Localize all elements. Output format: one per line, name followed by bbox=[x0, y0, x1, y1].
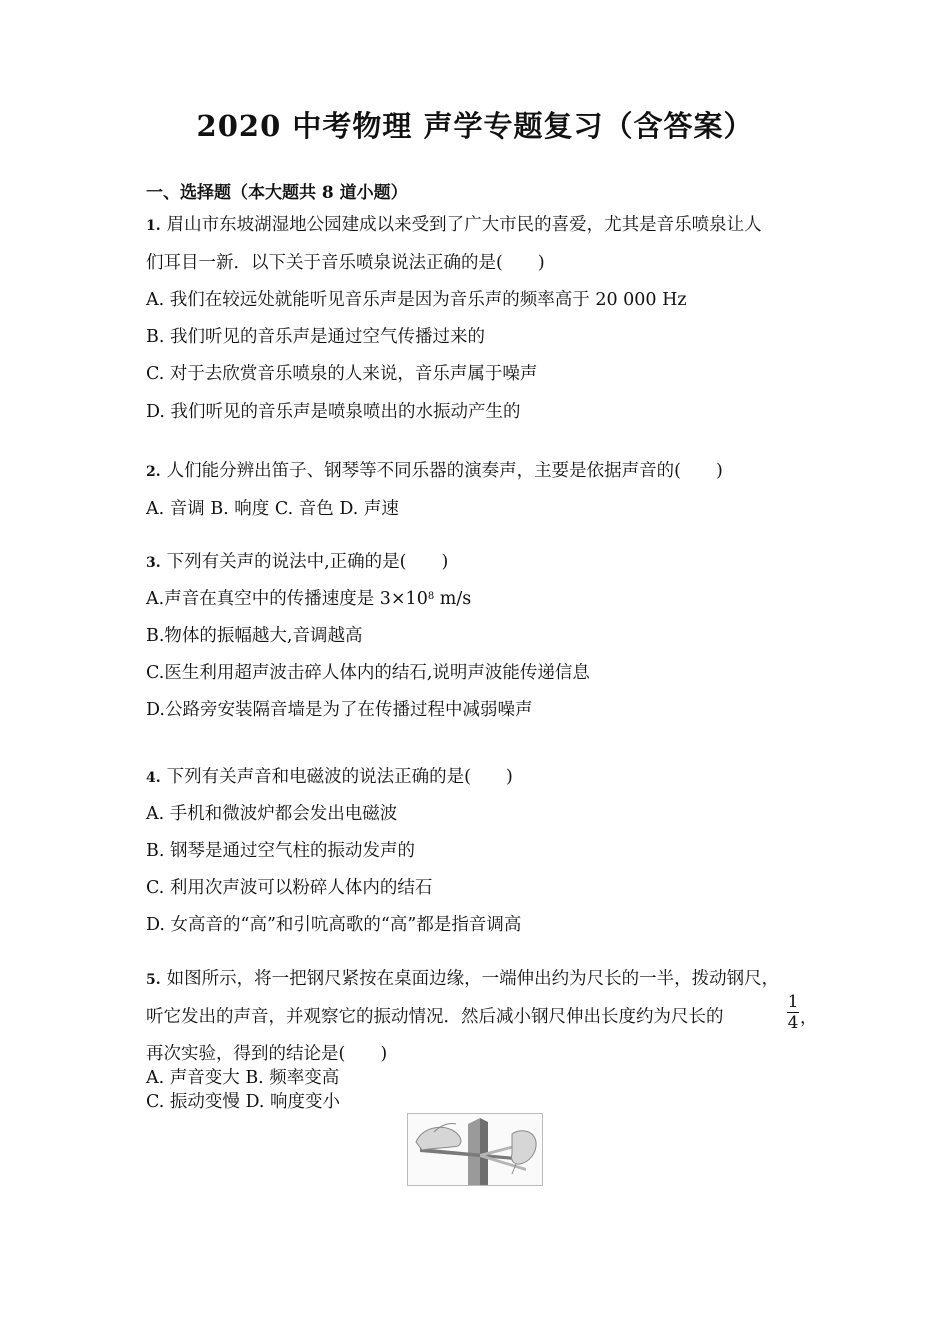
question-3-option-a: A.声音在真空中的传播速度是 $3\times 10^8$ m/s bbox=[146, 589, 472, 609]
question-1-option-d: D. 我们听见的音乐声是喷泉喷出的水振动产生的 bbox=[146, 402, 521, 422]
fraction-one-quarter bbox=[786, 992, 800, 1033]
question-4-option-b: B. 钢琴是通过空气柱的振动发声的 bbox=[146, 841, 415, 861]
question-3-option-b: B.物体的振幅越大,音调越高 bbox=[146, 626, 363, 646]
question-4-stem: 4. 下列有关声音和电磁波的说法正确的是( ) bbox=[146, 767, 513, 787]
question-4-number: 4. bbox=[146, 770, 161, 786]
question-3-option-c: C.医生利用超声波击碎人体内的结石,说明声波能传递信息 bbox=[146, 663, 590, 683]
fraction-trailing-comma: ， bbox=[800, 1008, 817, 1028]
question-3-number: 3. bbox=[146, 555, 161, 571]
ruler-illustration bbox=[408, 1114, 542, 1185]
page-title: 2020 中考物理 声学专题复习（含答案） bbox=[196, 109, 754, 143]
fraction-denominator: 4 bbox=[787, 1013, 799, 1033]
question-1-stem-line2: 们耳目一新．以下关于音乐喷泉说法正确的是( ) bbox=[146, 253, 545, 273]
question-1-stem-line1: 1. 眉山市东坡湖湿地公园建成以来受到了广大市民的喜爱，尤其是音乐喷泉让人 bbox=[146, 215, 762, 235]
question-3-stem: 3. 下列有关声的说法中,正确的是( ) bbox=[146, 552, 449, 572]
question-1-option-c: C. 对于去欣赏音乐喷泉的人来说，音乐声属于噪声 bbox=[146, 364, 538, 384]
question-2-stem: 2. 人们能分辨出笛子、钢琴等不同乐器的演奏声，主要是依据声音的( ) bbox=[146, 461, 723, 481]
question-3-option-d: D.公路旁安装隔音墙是为了在传播过程中减弱噪声 bbox=[146, 700, 533, 720]
question-5-stem-line2: 听它发出的声音，并观察它的振动情况．然后减小钢尺伸出长度约为尺长的 bbox=[146, 1007, 724, 1027]
question-4-option-d: D. 女高音的“高”和引吭高歌的“高”都是指音调高 bbox=[146, 915, 522, 935]
fraction-numerator: 1 bbox=[787, 992, 799, 1012]
question-5-options-row1: A. 声音变大 B. 频率变高 bbox=[146, 1068, 340, 1088]
question-5-stem-line1: 5. 如图所示，将一把钢尺紧按在桌面边缘，一端伸出约为尺长的一半，拨动钢尺， bbox=[146, 969, 780, 989]
question-1-option-a: A. 我们在较远处就能听见音乐声是因为音乐声的频率高于 20 000 Hz bbox=[146, 290, 687, 310]
question-4-option-c: C. 利用次声波可以粉碎人体内的结石 bbox=[146, 878, 433, 898]
question-4-option-a: A. 手机和微波炉都会发出电磁波 bbox=[146, 804, 398, 824]
steel-ruler-figure bbox=[407, 1113, 543, 1186]
question-5-number: 5. bbox=[146, 972, 161, 988]
section-heading: 一、选择题（本大题共 8 道小题） bbox=[146, 183, 408, 203]
question-1-number: 1. bbox=[146, 218, 161, 234]
question-5-stem-line3: 再次实验，得到的结论是( ) bbox=[146, 1044, 388, 1064]
question-1-option-b: B. 我们听见的音乐声是通过空气传播过来的 bbox=[146, 327, 485, 347]
question-5-options-row2: C. 振动变慢 D. 响度变小 bbox=[146, 1092, 340, 1112]
question-2-options: A. 音调 B. 响度 C. 音色 D. 声速 bbox=[146, 499, 399, 519]
question-2-number: 2. bbox=[146, 464, 161, 480]
